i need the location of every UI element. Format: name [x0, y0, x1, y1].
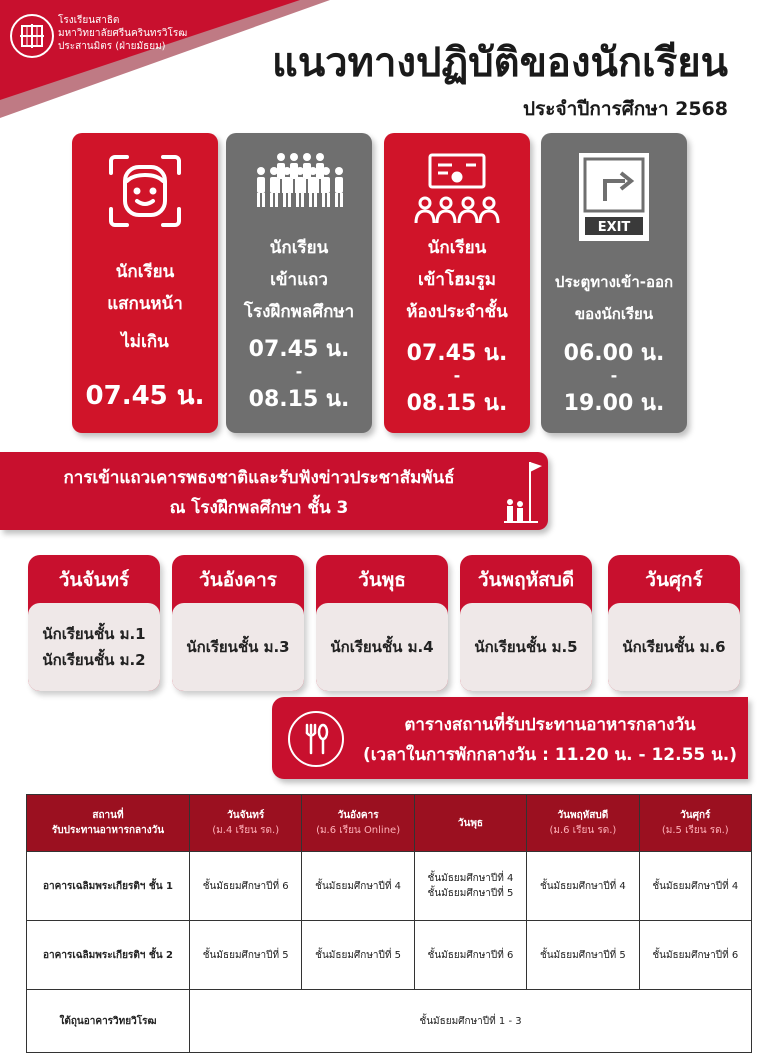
header-location-line: รับประทานอาหารกลางวัน	[51, 825, 165, 836]
lunch-time: (เวลาในการพักกลางวัน : 11.20 น. - 12.55 น.)	[362, 745, 738, 765]
card-homeroom	[384, 133, 530, 433]
day-card-wednesday	[316, 555, 448, 691]
lunch-title: ตารางสถานที่รับประทานอาหารกลางวัน	[404, 715, 696, 735]
school-name	[58, 14, 187, 53]
day-card-friday	[608, 555, 740, 691]
card-entrance-exit	[541, 133, 687, 433]
card-time: 06.00 น.	[563, 341, 665, 366]
table-cell: ชั้นมัธยมศึกษาปีที่ 4	[527, 852, 639, 921]
card-line: นักเรียน	[269, 238, 329, 258]
table-cell: ชั้นมัธยมศึกษาปีที่ 4 ชั้นมัธยมศึกษาปีที่ 5	[414, 852, 526, 921]
card-time: 07.45 น.	[248, 337, 350, 362]
header-day-note: (ม.5 เรียน รด.)	[661, 825, 729, 836]
page-subtitle: ประจำปีการศึกษา 2568	[523, 98, 728, 120]
day-name: วันจันทร์	[58, 569, 130, 591]
header-day-name: วันจันทร์	[227, 810, 265, 821]
table-cell: ชั้นมัธยมศึกษาปีที่ 6	[639, 921, 751, 990]
card-line: ของนักเรียน	[574, 305, 654, 323]
day-students	[316, 603, 448, 691]
card-face-scan	[72, 133, 218, 433]
day-student-group: นักเรียนชั้น ม.4	[330, 638, 434, 656]
header-day-note: (ม.4 เรียน รด.)	[212, 825, 280, 836]
header-location-line: สถานที่	[92, 810, 124, 821]
table-cell: ชั้นมัธยมศึกษาปีที่ 5	[302, 921, 414, 990]
day-card-thursday	[460, 555, 592, 691]
header-day-note: (ม.6 เรียน รด.)	[549, 825, 617, 836]
card-time-dash: -	[295, 362, 303, 381]
exit-sign-icon	[541, 151, 687, 233]
header-day-name: วันพุธ	[457, 817, 484, 829]
card-time: 08.15 น.	[406, 391, 508, 416]
table-cell: ชั้นมัธยมศึกษาปีที่ 6	[414, 921, 526, 990]
face-scan-icon	[72, 151, 218, 233]
card-time: 07.45 น.	[406, 341, 508, 366]
day-students	[608, 603, 740, 691]
exit-label: EXIT	[597, 220, 631, 235]
card-line: เข้าแถว	[270, 270, 328, 290]
school-logo-icon	[10, 14, 54, 58]
header-day-name: วันอังคาร	[337, 810, 379, 821]
card-time: 07.45 น.	[85, 381, 205, 411]
header-day-note: (ม.6 เรียน Online)	[316, 825, 401, 836]
card-time: 08.15 น.	[248, 387, 350, 412]
table-cell: ชั้นมัธยมศึกษาปีที่ 6	[190, 852, 302, 921]
day-card-tuesday	[172, 555, 304, 691]
assembly-line2: ณ โรงฝึกพลศึกษา ชั้น 3	[169, 498, 349, 518]
school-name-line: โรงเรียนสาธิต	[58, 15, 120, 26]
lunch-location-table	[26, 794, 752, 1053]
day-student-group: นักเรียนชั้น ม.3	[186, 638, 290, 656]
fork-spoon-icon	[288, 711, 344, 767]
card-line: นักเรียน	[427, 238, 487, 258]
school-name-line: ประสานมิตร (ฝ่ายมัธยม)	[58, 41, 166, 52]
header-day-name: วันศุกร์	[680, 810, 711, 821]
card-line: นักเรียน	[115, 262, 175, 282]
table-header-day	[414, 795, 526, 852]
card-line: เข้าโฮมรูม	[417, 270, 497, 290]
table-location-cell: ใต้ถุนอาคารวิทยวิโรฒ	[27, 990, 190, 1053]
card-line: แสกนหน้า	[107, 294, 183, 314]
day-name: วันพฤหัสบดี	[477, 569, 575, 591]
table-header-location	[27, 795, 190, 852]
school-name-line: มหาวิทยาลัยศรีนครินทรวิโรฒ	[58, 28, 188, 39]
day-students	[28, 603, 160, 691]
page-title: แนวทางปฏิบัติของนักเรียน	[272, 40, 728, 86]
crowd-icon	[226, 151, 372, 233]
table-location-cell: อาคารเฉลิมพระเกียรติฯ ชั้น 1	[27, 852, 190, 921]
flag-salute-icon	[500, 458, 542, 526]
card-line: ประตูทางเข้า-ออก	[554, 273, 674, 291]
day-name: วันอังคาร	[199, 569, 277, 591]
card-assembly-line	[226, 133, 372, 433]
card-line: ไม่เกิน	[121, 332, 169, 352]
table-header-row	[27, 795, 752, 852]
table-row	[27, 921, 752, 990]
card-line: ห้องประจำชั้น	[406, 302, 508, 322]
table-header-day	[527, 795, 639, 852]
assembly-banner	[0, 452, 548, 530]
day-name: วันศุกร์	[645, 569, 703, 591]
card-line: โรงฝึกพลศึกษา	[243, 302, 355, 322]
day-student-group: นักเรียนชั้น ม.1	[42, 625, 146, 643]
table-cell: ชั้นมัธยมศึกษาปีที่ 4	[302, 852, 414, 921]
table-row	[27, 852, 752, 921]
table-header-day	[190, 795, 302, 852]
header-day-name: วันพฤหัสบดี	[557, 810, 609, 821]
table-header-day	[302, 795, 414, 852]
table-row	[27, 990, 752, 1053]
table-header-day	[639, 795, 751, 852]
day-students	[460, 603, 592, 691]
lunch-banner	[272, 697, 748, 779]
table-merged-cell: ชั้นมัธยมศึกษาปีที่ 1 - 3	[190, 990, 752, 1053]
assembly-line1: การเข้าแถวเคารพธงชาติและรับฟังข่าวประชาสัมพันธ์	[63, 468, 455, 488]
table-cell: ชั้นมัธยมศึกษาปีที่ 5	[527, 921, 639, 990]
day-student-group: นักเรียนชั้น ม.2	[42, 651, 146, 669]
day-student-group: นักเรียนชั้น ม.5	[474, 638, 578, 656]
card-time: 19.00 น.	[563, 391, 665, 416]
table-cell: ชั้นมัธยมศึกษาปีที่ 4	[639, 852, 751, 921]
classroom-icon	[384, 151, 530, 233]
card-time-dash: -	[453, 366, 461, 385]
card-time-dash: -	[610, 366, 618, 385]
day-students	[172, 603, 304, 691]
table-cell: ชั้นมัธยมศึกษาปีที่ 5	[190, 921, 302, 990]
day-student-group: นักเรียนชั้น ม.6	[622, 638, 726, 656]
table-location-cell: อาคารเฉลิมพระเกียรติฯ ชั้น 2	[27, 921, 190, 990]
day-card-monday	[28, 555, 160, 691]
day-name: วันพุธ	[358, 569, 406, 591]
